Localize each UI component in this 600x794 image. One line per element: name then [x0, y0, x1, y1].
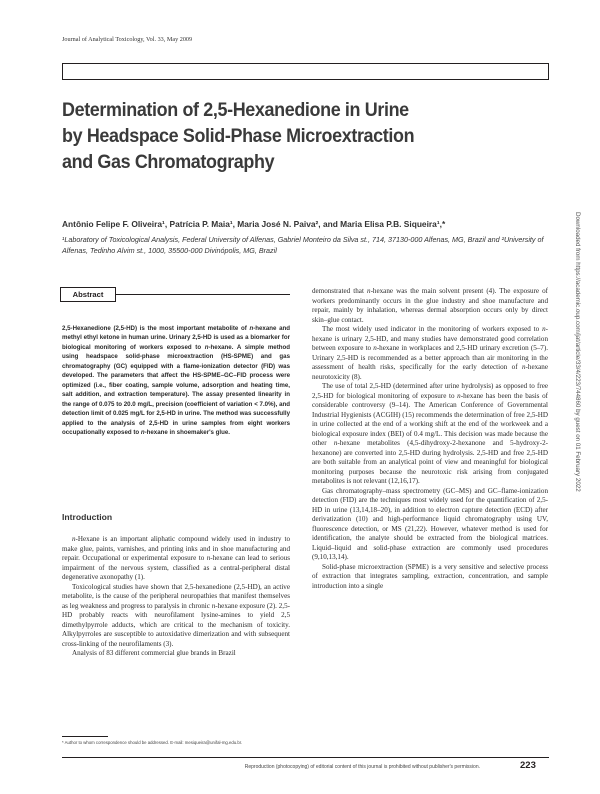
download-note[interactable]: Downloaded from https://academic.oup.com/jat/article/33/4/223/744860 by guest on 01 February 2022 — [574, 212, 581, 492]
paragraph: The use of total 2,5-HD (determined after urine hydrolysis) as opposed to free 2,5-HD for biological monitoring of exposure to n-hexane has been the basis of considerable controversy (9–14). The American Conference of Governmental Industrial Hygienists (ACGIH) (15) recommends the determination of free 2,5-HD in urine collected at the end of a working shift at the end of the workweek and a biological exposure index (BEI) of 0.4 mg/L. This decision was made because the other n-hexane metabolites (4,5-dihydroxy-2-hexanone and 5-hydroxy-2-hexanone) are converted into 2,5-HD during hydrolysis. 2,5-HD and free 2,5-HD are both suitable from an analytical point of view and meaningful for biological monitoring purposes because the neurotoxic risk arising from conjugated metabolites is not relevant (12,16,17). — [312, 382, 548, 485]
authors: Antônio Felipe F. Oliveira¹, Patrícia P. Maia¹, Maria José N. Paiva², and Maria Elisa P.B. Siqueira¹,* — [62, 219, 446, 229]
paragraph: Toxicological studies have shown that 2,5-hexanedione (2,5-HD), an active metabolite, is the cause of the peripheral neuropathies that manifest themselves as leg weakness and progress to paralysis in chronic n-hexane exposure (2). 2,5-HD probably reacts with neurofilament lysine-amines to yield 2,5 dimethylpyrrole adducts, which are critical to the mechanism of toxicity. Alkylpyrroles are susceptible to autoxidative dimerization and with subsequent cross-linking of the neurofilaments (3). — [62, 582, 290, 648]
abstract-heading: Abstract — [60, 287, 116, 302]
paragraph: demonstrated that n-hexane was the main solvent present (4). The exposure of workers predominantly occurs in the glue industry and shoe manufacture and repair, mainly by inhalation, whereas dermal absorption occurs only by direct skin–glue contact. — [312, 287, 549, 324]
abstract-paragraph: 2,5-Hexanedione (2,5-HD) is the most important metabolite of n-hexane and methyl ethyl ketone in human urine. Urinary 2,5-HD is used as a biomarker for biological monitoring of workers exposed to n-hexane. A simple method using headspace solid-phase microextraction (HS-SPME) and gas chromatography (GC) equipped with a flame-ionization detector (FID) was developed. The parameters that affect the HS-SPME–GC–FID process were optimized (i.e., fiber coating, sample volume, adsorption and heating time, salt addition, and extraction temperature). The assay presented linearity in the range of 0.075 to 20.0 mg/L, precision (coefficient of variation < 7.0%), and detection limit of 0.025 mg/L for 2,5-HD in urine. The method was successfully applied to the analysis of 2,5-HD in urine samples from eight workers occupationally exposed to n-hexane in shoemaker's glue. — [62, 325, 290, 436]
title-rule-box — [62, 63, 549, 80]
abstract-rule — [116, 294, 290, 295]
paragraph: Gas chromatography–mass spectrometry (GC–MS) and GC–flame-ionization detection (FID) are the techniques most widely used for the quantification of 2,5-HD in urine (13,14,18–20), in addition to electron capture detection (ECD) after derivatization (10) and high-performance liquid chromatography using UV, fluorescence detection, or MS (21,22). However, whatever method is used for identification, the analyte should be extracted from the biological matrices. Liquid–liquid and solid-phase extraction are commonly used procedures (9,10,13,14). — [312, 486, 548, 561]
footer-rule — [62, 757, 549, 758]
article-title — [62, 97, 494, 175]
introduction-body — [62, 535, 290, 659]
introduction-heading: Introduction — [62, 512, 113, 522]
title-line: and Gas Chromatography — [62, 151, 275, 173]
paragraph: n-Hexane is an important aliphatic compound widely used in industry to make glue, paints, varnishes, and printing inks and in shoe manufacturing and repair. Occupational or experimental exposure to n-hexane can lead to serious impairment of the nervous system, classified as a central-peripheral distal degenerative axonopathy (1). — [62, 535, 290, 581]
journal-header: Journal of Analytical Toxicology, Vol. 33, May 2009 — [62, 36, 193, 43]
footnote-rule — [62, 736, 108, 737]
title-line: Determination of 2,5-Hexanedione in Urine — [62, 99, 409, 121]
paragraph: Solid-phase microextraction (SPME) is a very sensitive and selective process of extraction that integrates sampling, extraction, concentration, and sample introduction into a single — [312, 562, 548, 590]
paragraph: The most widely used indicator in the monitoring of workers exposed to n-hexane is urinary 2,5-HD, and many studies have demonstrated good correlation between exposure to n-hexane in workplaces and 2,5-HD urinary excretion (5–7). Urinary 2,5-HD is recommended as a better approach than air monitoring in the assessment of health risks, specifically for the early detection of n-hexane neurotoxicity (8). — [312, 325, 548, 381]
abstract-text — [62, 324, 290, 437]
download-watermark — [572, 212, 580, 592]
paragraph: Analysis of 83 different commercial glue brands in Brazil — [72, 649, 236, 657]
right-column — [312, 287, 548, 591]
footnote: * Author to whom correspondence should be addressed. E-mail: mesiqueira@unifal-mg.edu.br. — [62, 740, 243, 745]
page-number: 223 — [520, 760, 536, 771]
title-line: by Headspace Solid-Phase Microextraction — [62, 125, 415, 147]
reproduction-notice: Reproduction (photocopying) of editorial content of this journal is prohibited without publisher's permission. — [244, 764, 480, 770]
affiliation: ¹Laboratory of Toxicological Analysis, Federal University of Alfenas, Gabriel Monteiro da Silva st., 714, 37130-000 Alfenas, MG, Brazil and ²University of Alfenas, Tedinho Alvim st., 1000, 35500-000 Divinópolis, MG, Brazil — [62, 235, 544, 255]
